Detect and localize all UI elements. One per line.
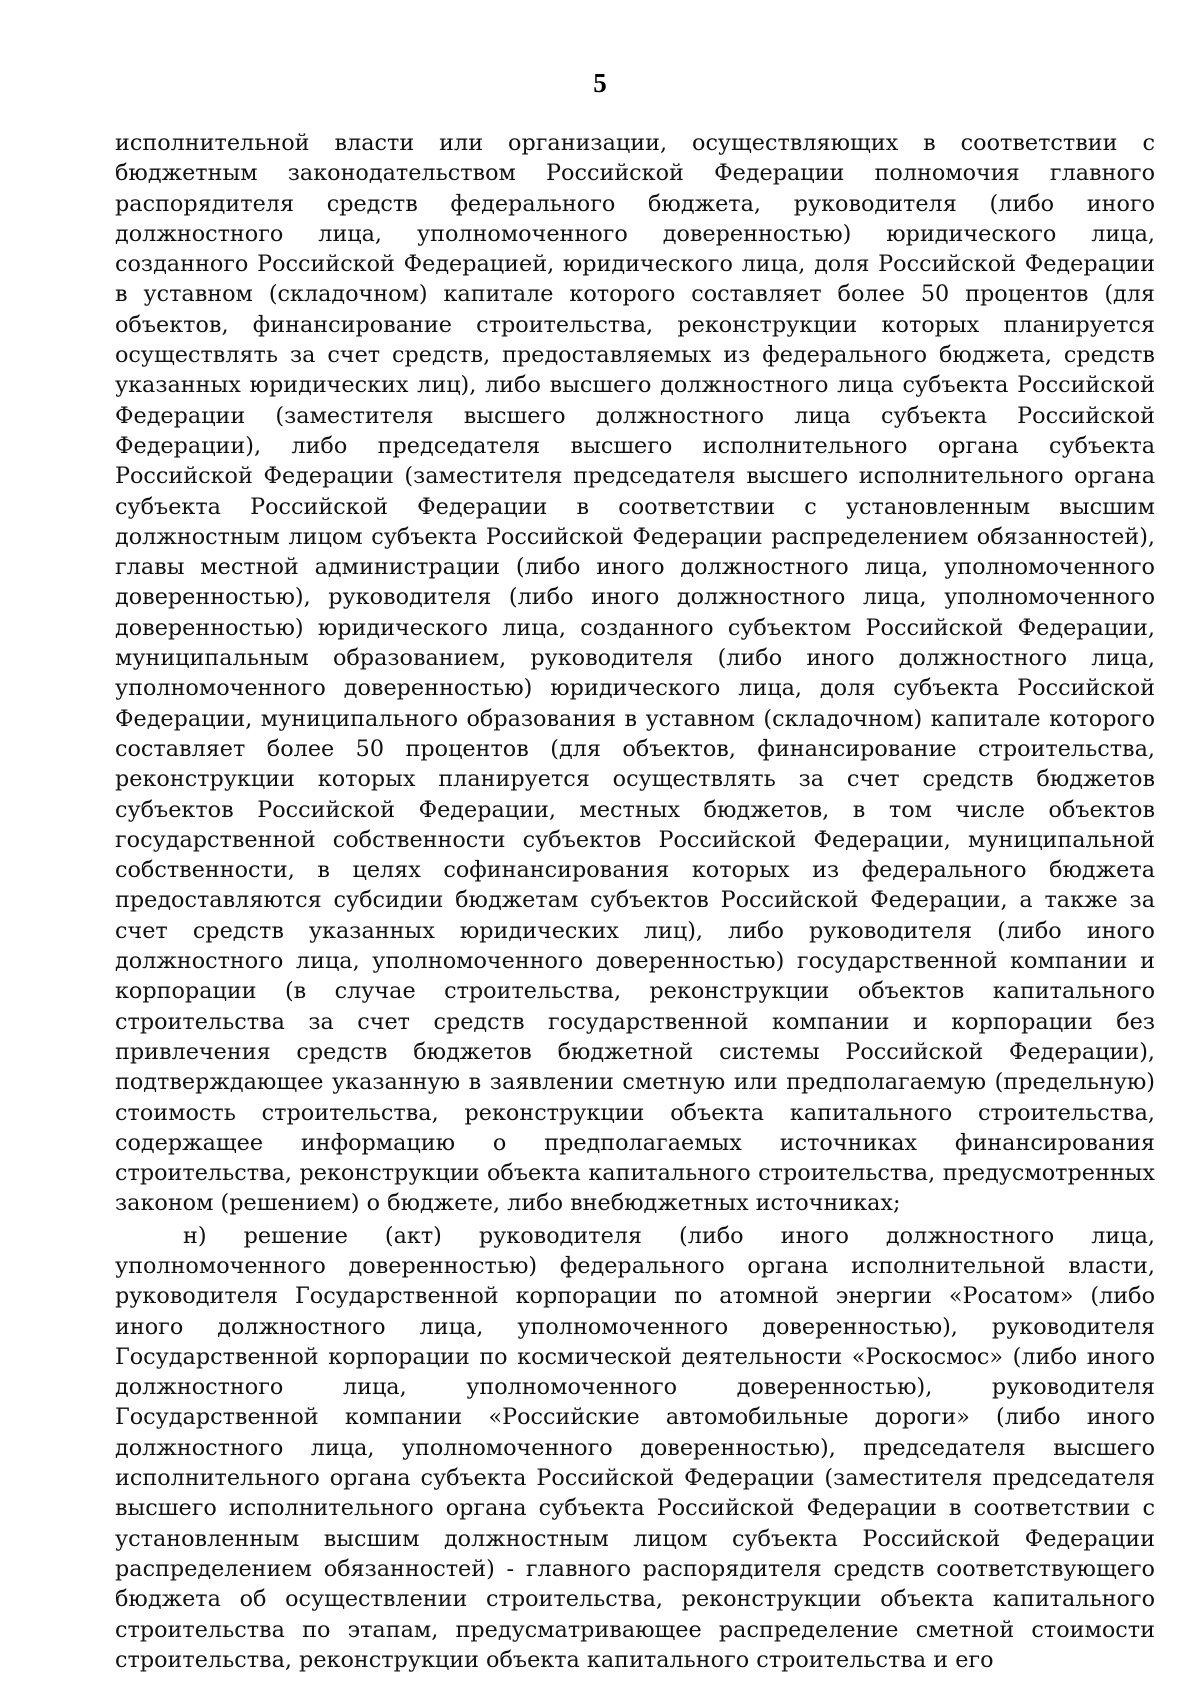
page-number: 5 (593, 68, 607, 98)
paragraph-continuation: исполнительной власти или организации, осуществляющих в соответствии с бюджетным законодательством Российской Федерации полномочия главного распорядителя средств федерального бюджета, руководителя (либо иного должностного лица, уполномоченного доверенностью) юридического лица, созданного Российской Федерацией, юридического лица, доля Российской Федерации в уставном (складочном) капитале которого составляет более 50 процентов (для объектов, финансирование строительства, реконструкции которых планируется осуществлять за счет средств, предоставляемых из федерального бюджета, средств указанных юридических лиц), либо высшего должностного лица субъекта Российской Федерации (заместителя высшего должностного лица субъекта Российской Федерации), либо председателя высшего исполнительного органа субъекта Российской Федерации (заместителя председателя высшего исполнительного органа субъекта Российской Федерации в соответствии с установленным высшим должностным лицом субъекта Российской Федерации распределением обязанностей), главы местной администрации (либо иного должностного лица, уполномоченного доверенностью), руководителя (либо иного должностного лица, уполномоченного доверенностью) юридического лица, созданного субъектом Российской Федерации, муниципальным образованием, руководителя (либо иного должностного лица, уполномоченного доверенностью) юридического лица, доля субъекта Российской Федерации, муниципального образования в уставном (складочном) капитале которого составляет более 50 процентов (для объектов, финансирование строительства, реконструкции которых планируется осуществлять за счет средств бюджетов субъектов Российской Федерации, местных бюджетов, в том числе объектов государственной собственности субъектов Российской Федерации, муниципальной собственности, в целях софинансирования которых из федерального бюджета предоставляются субсидии бюджетам субъектов Российской Федерации, а также за счет средств указанных юридических лиц), либо руководителя (либо иного должностного лица, уполномоченного доверенностью) государственной компании и корпорации (в случае строительства, реконструкции объектов капитального строительства за счет средств государственной компании и корпорации без привлечения средств бюджетов бюджетной системы Российской Федерации), подтверждающее указанную в заявлении сметную или предполагаемую (предельную) стоимость строительства, реконструкции объекта капитального строительства, содержащее информацию о предполагаемых источниках финансирования строительства, реконструкции объекта капитального строительства, предусмотренных законом (решением) о бюджете, либо внебюджетных источниках; (115, 130, 1155, 1217)
document-body (115, 128, 1155, 1675)
paragraph-item-n: н) решение (акт) руководителя (либо иного должностного лица, уполномоченного доверенностью) федерального органа исполнительной власти, руководителя Государственной корпорации по атомной энергии «Росатом» (либо иного должностного лица, уполномоченного доверенностью), руководителя Государственной корпорации по космической деятельности «Роскосмос» (либо иного должностного лица, уполномоченного доверенностью), руководителя Государственной компании «Российские автомобильные дороги» (либо иного должностного лица, уполномоченного доверенностью), председателя высшего исполнительного органа субъекта Российской Федерации (заместителя председателя высшего исполнительного органа субъекта Российской Федерации в соответствии с установленным высшим должностным лицом субъекта Российской Федерации распределением обязанностей) - главного распорядителя средств соответствующего бюджета об осуществлении строительства, реконструкции объекта капитального строительства по этапам, предусматривающее распределение сметной стоимости строительства, реконструкции объекта капитального строительства и его (115, 1222, 1155, 1673)
